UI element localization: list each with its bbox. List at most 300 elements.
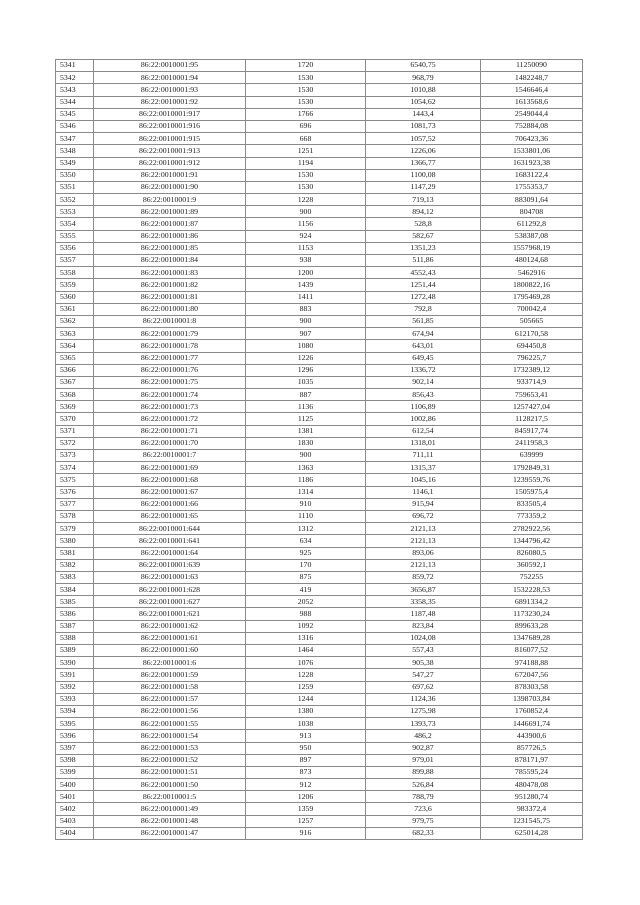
row-number-cell: 5377 (56, 498, 94, 510)
table-row (56, 230, 583, 242)
cadastral-number-cell: 86:22:0010001:55 (94, 718, 246, 730)
row-number-cell: 5357 (56, 255, 94, 267)
row-number-cell: 5388 (56, 632, 94, 644)
value-cell: 1398703,84 (481, 693, 583, 705)
value-cell: 1732389,12 (481, 364, 583, 376)
table-row (56, 718, 583, 730)
table-row (56, 669, 583, 681)
rate-cell: 1439 (246, 279, 366, 291)
value-cell: 1505975,4 (481, 486, 583, 498)
cadastral-number-cell: 86:22:0010001:73 (94, 401, 246, 413)
rate-cell: 1380 (246, 705, 366, 717)
table-row (56, 730, 583, 742)
value-cell: 2782922,56 (481, 523, 583, 535)
rate-cell: 1296 (246, 364, 366, 376)
area-cell: 979,75 (366, 815, 481, 827)
value-cell: 1631923,38 (481, 157, 583, 169)
rate-cell: 1257 (246, 815, 366, 827)
cadastral-number-cell: 86:22:0010001:90 (94, 181, 246, 193)
cadastral-number-cell: 86:22:0010001:917 (94, 108, 246, 120)
rate-cell: 1464 (246, 645, 366, 657)
row-number-cell: 5403 (56, 815, 94, 827)
rate-cell: 1359 (246, 803, 366, 815)
table-row (56, 376, 583, 388)
value-cell: 612170,58 (481, 328, 583, 340)
area-cell: 719,13 (366, 194, 481, 206)
rate-cell: 1038 (246, 718, 366, 730)
value-cell: 611292,8 (481, 218, 583, 230)
cadastral-number-cell: 86:22:0010001:66 (94, 498, 246, 510)
area-cell: 561,85 (366, 315, 481, 327)
row-number-cell: 5395 (56, 718, 94, 730)
rate-cell: 1153 (246, 242, 366, 254)
rate-cell: 900 (246, 315, 366, 327)
rate-cell: 1076 (246, 657, 366, 669)
row-number-cell: 5341 (56, 60, 94, 72)
rate-cell: 696 (246, 120, 366, 132)
cadastral-number-cell: 86:22:0010001:51 (94, 766, 246, 778)
value-cell: 2411958,3 (481, 437, 583, 449)
area-cell: 905,38 (366, 657, 481, 669)
row-number-cell: 5352 (56, 194, 94, 206)
table-row (56, 608, 583, 620)
rate-cell: 1830 (246, 437, 366, 449)
cadastral-number-cell: 86:22:0010001:60 (94, 645, 246, 657)
row-number-cell: 5345 (56, 108, 94, 120)
value-cell: 1347689,28 (481, 632, 583, 644)
rate-cell: 170 (246, 559, 366, 571)
area-cell: 1024,08 (366, 632, 481, 644)
value-cell: 785595,24 (481, 766, 583, 778)
area-cell: 823,84 (366, 620, 481, 632)
area-cell: 792,8 (366, 303, 481, 315)
cadastral-number-cell: 86:22:0010001:9 (94, 194, 246, 206)
area-cell: 1336,72 (366, 364, 481, 376)
value-cell: 1257427,04 (481, 401, 583, 413)
rate-cell: 875 (246, 571, 366, 583)
cadastral-number-cell: 86:22:0010001:95 (94, 60, 246, 72)
cadastral-number-cell: 86:22:0010001:61 (94, 632, 246, 644)
row-number-cell: 5347 (56, 133, 94, 145)
table-row (56, 352, 583, 364)
cadastral-number-cell: 86:22:0010001:627 (94, 596, 246, 608)
cadastral-number-cell: 86:22:0010001:57 (94, 693, 246, 705)
row-number-cell: 5383 (56, 571, 94, 583)
row-number-cell: 5400 (56, 779, 94, 791)
row-number-cell: 5392 (56, 681, 94, 693)
value-cell: 1760852,4 (481, 705, 583, 717)
rate-cell: 668 (246, 133, 366, 145)
table-row (56, 754, 583, 766)
value-cell: 883091,64 (481, 194, 583, 206)
row-number-cell: 5390 (56, 657, 94, 669)
rate-cell: 1314 (246, 486, 366, 498)
value-cell: 1795469,28 (481, 291, 583, 303)
area-cell: 1366,77 (366, 157, 481, 169)
cadastral-number-cell: 86:22:0010001:77 (94, 352, 246, 364)
area-cell: 547,27 (366, 669, 481, 681)
area-cell: 1251,44 (366, 279, 481, 291)
area-cell: 511,86 (366, 255, 481, 267)
area-cell: 859,72 (366, 571, 481, 583)
value-cell: 759653,41 (481, 389, 583, 401)
rate-cell: 1136 (246, 401, 366, 413)
area-cell: 1081,73 (366, 120, 481, 132)
table-row (56, 559, 583, 571)
table-row (56, 218, 583, 230)
rate-cell: 1080 (246, 340, 366, 352)
rate-cell: 1206 (246, 791, 366, 803)
row-number-cell: 5346 (56, 120, 94, 132)
row-number-cell: 5387 (56, 620, 94, 632)
row-number-cell: 5370 (56, 413, 94, 425)
rate-cell: 1411 (246, 291, 366, 303)
area-cell: 1226,06 (366, 145, 481, 157)
value-cell: 1792849,31 (481, 462, 583, 474)
table-row (56, 657, 583, 669)
area-cell: 1315,37 (366, 462, 481, 474)
cadastral-number-cell: 86:22:0010001:72 (94, 413, 246, 425)
cadastral-number-cell: 86:22:0010001:74 (94, 389, 246, 401)
area-cell: 856,43 (366, 389, 481, 401)
rate-cell: 873 (246, 766, 366, 778)
rate-cell: 1316 (246, 632, 366, 644)
row-number-cell: 5396 (56, 730, 94, 742)
row-number-cell: 5351 (56, 181, 94, 193)
cadastral-number-cell: 86:22:0010001:54 (94, 730, 246, 742)
cadastral-number-cell: 86:22:0010001:639 (94, 559, 246, 571)
rate-cell: 1766 (246, 108, 366, 120)
row-number-cell: 5371 (56, 425, 94, 437)
rate-cell: 916 (246, 827, 366, 839)
row-number-cell: 5367 (56, 376, 94, 388)
cadastral-number-cell: 86:22:0010001:5 (94, 791, 246, 803)
rate-cell: 1530 (246, 84, 366, 96)
value-cell: 639999 (481, 450, 583, 462)
row-number-cell: 5384 (56, 584, 94, 596)
row-number-cell: 5350 (56, 169, 94, 181)
cadastral-number-cell: 86:22:0010001:92 (94, 96, 246, 108)
row-number-cell: 5385 (56, 596, 94, 608)
rate-cell: 1125 (246, 413, 366, 425)
area-cell: 612,54 (366, 425, 481, 437)
table-row (56, 620, 583, 632)
row-number-cell: 5394 (56, 705, 94, 717)
rate-cell: 897 (246, 754, 366, 766)
rate-cell: 634 (246, 535, 366, 547)
row-number-cell: 5362 (56, 315, 94, 327)
rate-cell: 1156 (246, 218, 366, 230)
row-number-cell: 5382 (56, 559, 94, 571)
area-cell: 1054,62 (366, 96, 481, 108)
row-number-cell: 5361 (56, 303, 94, 315)
cadastral-number-cell: 86:22:0010001:47 (94, 827, 246, 839)
value-cell: 1128217,5 (481, 413, 583, 425)
table-row (56, 133, 583, 145)
value-cell: 360592,1 (481, 559, 583, 571)
table-row (56, 827, 583, 839)
table-row (56, 779, 583, 791)
cadastral-number-cell: 86:22:0010001:80 (94, 303, 246, 315)
value-cell: 1231545,75 (481, 815, 583, 827)
area-cell: 682,33 (366, 827, 481, 839)
rate-cell: 1092 (246, 620, 366, 632)
cadastral-number-cell: 86:22:0010001:644 (94, 523, 246, 535)
area-cell: 1272,48 (366, 291, 481, 303)
table-row (56, 96, 583, 108)
value-cell: 752884,08 (481, 120, 583, 132)
cadastral-number-cell: 86:22:0010001:71 (94, 425, 246, 437)
row-number-cell: 5358 (56, 267, 94, 279)
area-cell: 902,87 (366, 742, 481, 754)
table-row (56, 571, 583, 583)
table-row (56, 474, 583, 486)
rate-cell: 883 (246, 303, 366, 315)
table-row (56, 450, 583, 462)
cadastral-number-cell: 86:22:0010001:63 (94, 571, 246, 583)
row-number-cell: 5344 (56, 96, 94, 108)
value-cell: 672047,56 (481, 669, 583, 681)
area-cell: 526,84 (366, 779, 481, 791)
row-number-cell: 5386 (56, 608, 94, 620)
cadastral-number-cell: 86:22:0010001:67 (94, 486, 246, 498)
area-cell: 902,14 (366, 376, 481, 388)
value-cell: 845917,74 (481, 425, 583, 437)
area-cell: 1010,88 (366, 84, 481, 96)
row-number-cell: 5402 (56, 803, 94, 815)
cadastral-number-cell: 86:22:0010001:621 (94, 608, 246, 620)
value-cell: 1533801,06 (481, 145, 583, 157)
cadastral-number-cell: 86:22:0010001:59 (94, 669, 246, 681)
rate-cell: 913 (246, 730, 366, 742)
value-cell: 1532228,53 (481, 584, 583, 596)
area-cell: 711,11 (366, 450, 481, 462)
area-cell: 915,94 (366, 498, 481, 510)
value-cell: 899633,28 (481, 620, 583, 632)
area-cell: 643,01 (366, 340, 481, 352)
row-number-cell: 5353 (56, 206, 94, 218)
cadastral-number-cell: 86:22:0010001:81 (94, 291, 246, 303)
value-cell: 706423,36 (481, 133, 583, 145)
value-cell: 878303,58 (481, 681, 583, 693)
rate-cell: 2052 (246, 596, 366, 608)
value-cell: 505665 (481, 315, 583, 327)
table-row (56, 364, 583, 376)
table-row (56, 705, 583, 717)
row-number-cell: 5348 (56, 145, 94, 157)
row-number-cell: 5364 (56, 340, 94, 352)
area-cell: 1106,89 (366, 401, 481, 413)
value-cell: 1446691,74 (481, 718, 583, 730)
table-row (56, 413, 583, 425)
table-row (56, 315, 583, 327)
row-number-cell: 5359 (56, 279, 94, 291)
row-number-cell: 5401 (56, 791, 94, 803)
cadastral-number-cell: 86:22:0010001:65 (94, 510, 246, 522)
rate-cell: 1035 (246, 376, 366, 388)
table-row (56, 437, 583, 449)
area-cell: 979,01 (366, 754, 481, 766)
rate-cell: 900 (246, 206, 366, 218)
value-cell: 1613568,6 (481, 96, 583, 108)
table-row (56, 145, 583, 157)
area-cell: 1351,23 (366, 242, 481, 254)
cadastral-value-table (55, 59, 583, 840)
cadastral-number-cell: 86:22:0010001:7 (94, 450, 246, 462)
value-cell: 480124,68 (481, 255, 583, 267)
table-row (56, 462, 583, 474)
area-cell: 893,06 (366, 547, 481, 559)
area-cell: 1275,98 (366, 705, 481, 717)
cadastral-number-cell: 86:22:0010001:912 (94, 157, 246, 169)
value-cell: 752255 (481, 571, 583, 583)
rate-cell: 1381 (246, 425, 366, 437)
rate-cell: 1110 (246, 510, 366, 522)
rate-cell: 419 (246, 584, 366, 596)
row-number-cell: 5373 (56, 450, 94, 462)
table-row (56, 535, 583, 547)
area-cell: 1443,4 (366, 108, 481, 120)
value-cell: 443900,6 (481, 730, 583, 742)
value-cell: 773359,2 (481, 510, 583, 522)
area-cell: 3358,35 (366, 596, 481, 608)
row-number-cell: 5349 (56, 157, 94, 169)
row-number-cell: 5380 (56, 535, 94, 547)
rate-cell: 1530 (246, 181, 366, 193)
row-number-cell: 5365 (56, 352, 94, 364)
table-row (56, 547, 583, 559)
table-row (56, 267, 583, 279)
row-number-cell: 5372 (56, 437, 94, 449)
value-cell: 538387,08 (481, 230, 583, 242)
area-cell: 1393,73 (366, 718, 481, 730)
table-row (56, 120, 583, 132)
area-cell: 696,72 (366, 510, 481, 522)
area-cell: 2121,13 (366, 559, 481, 571)
table-row (56, 681, 583, 693)
row-number-cell: 5354 (56, 218, 94, 230)
value-cell: 833505,4 (481, 498, 583, 510)
value-cell: 11250090 (481, 60, 583, 72)
area-cell: 582,67 (366, 230, 481, 242)
row-number-cell: 5379 (56, 523, 94, 535)
value-cell: 1173230,24 (481, 608, 583, 620)
cadastral-number-cell: 86:22:0010001:85 (94, 242, 246, 254)
row-number-cell: 5404 (56, 827, 94, 839)
cadastral-number-cell: 86:22:0010001:52 (94, 754, 246, 766)
table-row (56, 157, 583, 169)
row-number-cell: 5376 (56, 486, 94, 498)
table-row (56, 401, 583, 413)
rate-cell: 1200 (246, 267, 366, 279)
row-number-cell: 5366 (56, 364, 94, 376)
cadastral-number-cell: 86:22:0010001:68 (94, 474, 246, 486)
rate-cell: 1228 (246, 194, 366, 206)
cadastral-number-cell: 86:22:0010001:84 (94, 255, 246, 267)
row-number-cell: 5369 (56, 401, 94, 413)
value-cell: 6891334,2 (481, 596, 583, 608)
row-number-cell: 5356 (56, 242, 94, 254)
value-cell: 1557968,19 (481, 242, 583, 254)
table-row (56, 425, 583, 437)
area-cell: 1045,16 (366, 474, 481, 486)
area-cell: 1100,08 (366, 169, 481, 181)
rate-cell: 1226 (246, 352, 366, 364)
area-cell: 1002,86 (366, 413, 481, 425)
row-number-cell: 5378 (56, 510, 94, 522)
rate-cell: 1530 (246, 96, 366, 108)
rate-cell: 988 (246, 608, 366, 620)
cadastral-number-cell: 86:22:0010001:628 (94, 584, 246, 596)
value-cell: 974188,88 (481, 657, 583, 669)
table-row (56, 596, 583, 608)
cadastral-number-cell: 86:22:0010001:78 (94, 340, 246, 352)
rate-cell: 1363 (246, 462, 366, 474)
row-number-cell: 5397 (56, 742, 94, 754)
value-cell: 816077,52 (481, 645, 583, 657)
cadastral-number-cell: 86:22:0010001:58 (94, 681, 246, 693)
table-row (56, 84, 583, 96)
cadastral-number-cell: 86:22:0010001:49 (94, 803, 246, 815)
cadastral-number-cell: 86:22:0010001:91 (94, 169, 246, 181)
row-number-cell: 5398 (56, 754, 94, 766)
area-cell: 528,8 (366, 218, 481, 230)
value-cell: 1800822,16 (481, 279, 583, 291)
value-cell: 1546646,4 (481, 84, 583, 96)
row-number-cell: 5391 (56, 669, 94, 681)
table-row (56, 632, 583, 644)
area-cell: 894,12 (366, 206, 481, 218)
rate-cell: 1228 (246, 669, 366, 681)
cadastral-number-cell: 86:22:0010001:94 (94, 72, 246, 84)
rate-cell: 1720 (246, 60, 366, 72)
value-cell: 2549044,4 (481, 108, 583, 120)
cadastral-number-cell: 86:22:0010001:641 (94, 535, 246, 547)
rate-cell: 1312 (246, 523, 366, 535)
cadastral-number-cell: 86:22:0010001:69 (94, 462, 246, 474)
cadastral-number-cell: 86:22:0010001:53 (94, 742, 246, 754)
rate-cell: 900 (246, 450, 366, 462)
table-row (56, 523, 583, 535)
table-row (56, 108, 583, 120)
area-cell: 1187,48 (366, 608, 481, 620)
value-cell: 826080,5 (481, 547, 583, 559)
cadastral-number-cell: 86:22:0010001:79 (94, 328, 246, 340)
area-cell: 1146,1 (366, 486, 481, 498)
area-cell: 1147,29 (366, 181, 481, 193)
value-cell: 5462916 (481, 267, 583, 279)
area-cell: 1057,52 (366, 133, 481, 145)
table-row (56, 498, 583, 510)
rate-cell: 1530 (246, 169, 366, 181)
rate-cell: 910 (246, 498, 366, 510)
cadastral-number-cell: 86:22:0010001:76 (94, 364, 246, 376)
table-row (56, 510, 583, 522)
area-cell: 649,45 (366, 352, 481, 364)
value-cell: 878171,97 (481, 754, 583, 766)
cadastral-number-cell: 86:22:0010001:87 (94, 218, 246, 230)
cadastral-number-cell: 86:22:0010001:70 (94, 437, 246, 449)
cadastral-number-cell: 86:22:0010001:913 (94, 145, 246, 157)
rate-cell: 938 (246, 255, 366, 267)
value-cell: 1344796,42 (481, 535, 583, 547)
table-row (56, 242, 583, 254)
cadastral-number-cell: 86:22:0010001:48 (94, 815, 246, 827)
rate-cell: 925 (246, 547, 366, 559)
rate-cell: 1194 (246, 157, 366, 169)
row-number-cell: 5342 (56, 72, 94, 84)
table-row (56, 279, 583, 291)
